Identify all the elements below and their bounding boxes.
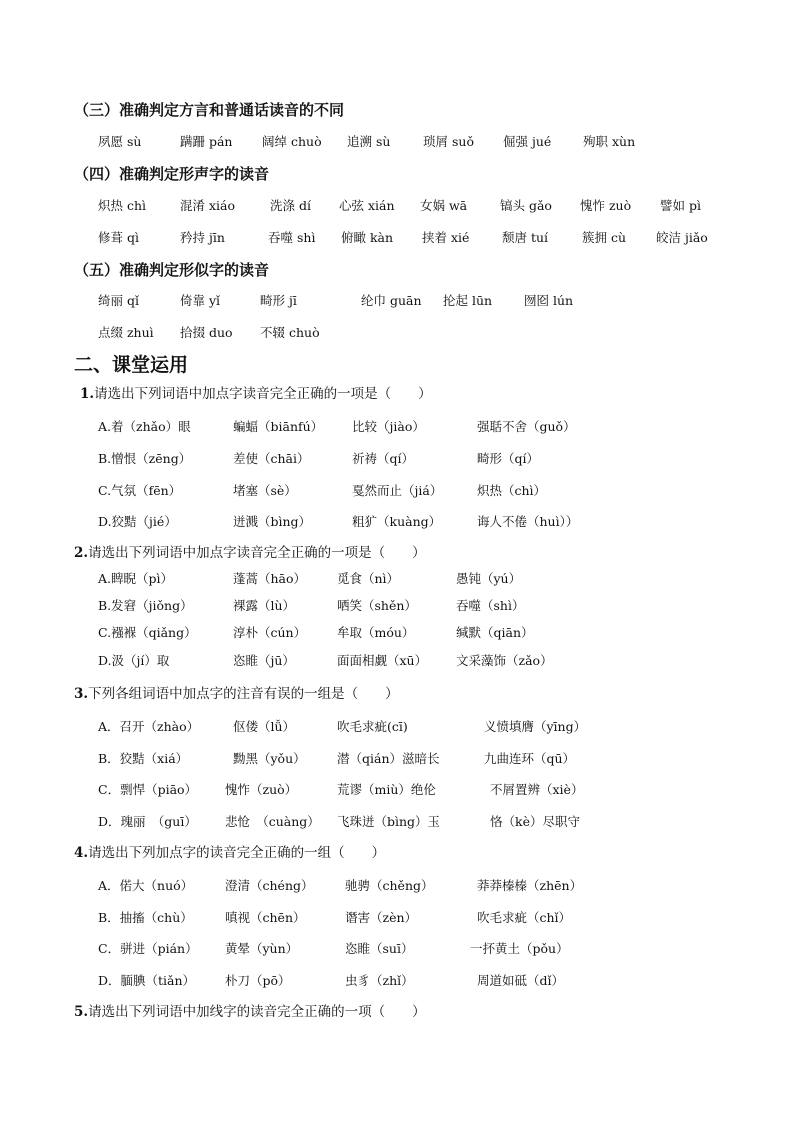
option-word: 莽莽榛榛（zhēn） [477,878,583,893]
option-word: 觅食（nì） [337,571,400,586]
word-item: 琐屑 suǒ [423,134,474,149]
option-word: 蝙蝠（biānfú） [233,419,324,434]
word-item: 颓唐 tuí [502,230,549,245]
word-item: 修葺 qì [98,230,139,245]
option-label: D.狡黠（jié） [98,514,177,529]
option-word: 淳朴（cún） [233,625,307,640]
question-stem: 请选出下列词语中加点字读音完全正确的一项是（ ） [94,386,432,402]
option-word: 炽热（chì） [477,483,547,498]
option-word: 伛偻（lǚ） [233,719,296,734]
option-word: 荒谬（miù）绝伦 [337,782,436,797]
option-word: 粗犷（kuàng） [352,514,442,529]
word-item: 囫囵 lún [524,293,574,308]
option-word: 吹毛求疵（chǐ） [477,910,572,925]
word-item: 追溯 sù [347,134,391,149]
option-label: A．偌大（nuó） [98,878,194,893]
option-label: A.睥睨（pì） [98,571,174,586]
option-word: 愚钝（yú） [456,571,522,586]
option-label: B.发窘（jiǒng） [98,598,193,613]
option-label: D.汲（jí）取 [98,653,170,668]
option-label: C．骈进（pián） [98,941,198,956]
option-word: 不屑置辨（xiè） [490,782,584,797]
option-word: 比较（jiào） [352,419,425,434]
question-4 [74,845,385,862]
option-word: 黝黑（yǒu） [233,751,306,766]
word-item: 殉职 xùn [583,134,636,149]
option-label: C.襁褓（qiǎng） [98,625,197,640]
option-label: A.着（zhǎo）眼 [98,419,191,434]
word-item: 不辍 chuò [260,325,320,340]
option-word: 堵塞（sè） [233,483,297,498]
word-item: 混淆 xiáo [180,198,235,213]
section-heading-3: （三）准确判定方言和普通话读音的不同 [74,101,345,119]
word-item: 畸形 jī [260,293,297,308]
option-word: 面面相觑（xū） [337,653,428,668]
word-item: 点缀 zhuì [98,325,154,340]
word-item: 倚靠 yǐ [180,293,221,308]
question-stem: 请选出下列词语中加线字的读音完全正确的一项（ ） [88,1004,426,1020]
option-word: 澄清（chéng） [225,878,314,893]
option-label: C.气氛（fēn） [98,483,182,498]
option-label: B．抽搐（chù） [98,910,193,925]
option-label: B．狡黠（xiá） [98,751,189,766]
word-item: 簇拥 cù [582,230,627,245]
question-stem: 下列各组词语中加点字的注音有误的一组是（ ） [88,686,399,702]
option-word: 黄晕（yùn） [225,941,299,956]
part-title: 二、课堂运用 [74,354,189,376]
option-word: 愧怍（zuò） [225,782,298,797]
option-word: 潜（qián）滋暗长 [337,751,440,766]
question-3 [74,686,399,703]
option-word: 虫豸（zhǐ） [345,973,414,988]
word-item: 譬如 pì [660,198,701,213]
question-stem: 请选出下列加点字的读音完全正确的一组（ ） [88,845,386,861]
word-item: 倔强 jué [503,134,552,149]
option-word: 蓬蒿（hāo） [233,571,307,586]
question-number: 4. [74,845,89,861]
word-item: 矜持 jīn [180,230,225,245]
word-item: 女娲 wā [420,198,468,213]
option-word: 周道如砥（dǐ） [477,973,564,988]
word-item: 阔绰 chuò [262,134,322,149]
section-heading-4: （四）准确判定形声字的读音 [74,165,270,183]
option-word: 祈祷（qí） [352,451,414,466]
word-item: 蹒跚 pán [180,134,233,149]
option-label: A．召开（zhào） [98,719,200,734]
option-word: 悲怆 （cuàng） [225,814,320,829]
option-label: D．瑰丽 （guī） [98,814,197,829]
question-number: 1. [80,386,95,402]
question-stem: 请选出下列词语中加点字读音完全正确的一项是（ ） [88,545,426,561]
option-label: D．腼腆（tiǎn） [98,973,196,988]
option-word: 畸形（qí） [477,451,539,466]
word-item: 皎洁 jiǎo [656,230,708,245]
option-word: 吹毛求疵(cī) [337,719,408,734]
question-number: 5. [74,1004,89,1020]
option-word: 恣睢（jū） [233,653,295,668]
word-item: 镐头 gǎo [500,198,552,213]
option-word: 驰骋（chěng） [345,878,434,893]
word-item: 心弦 xián [339,198,395,213]
option-word: 一抔黄土（pǒu） [470,941,569,956]
word-item: 绮丽 qǐ [98,293,139,308]
option-word: 恪（kè）尽职守 [490,814,580,829]
option-word: 裸露（lù） [233,598,296,613]
option-word: 哂笑（shěn） [337,598,417,613]
word-item: 挟着 xié [422,230,470,245]
word-item: 抡起 lūn [443,293,493,308]
option-word: 义愤填膺（yīng） [484,719,587,734]
word-item: 炽热 chì [98,198,147,213]
word-item: 洗涤 dí [270,198,311,213]
option-word: 飞珠迸（bìng）玉 [337,814,441,829]
question-5 [74,1004,426,1021]
option-word: 吞噬（shì） [456,598,525,613]
word-item: 吞噬 shì [268,230,316,245]
option-label: B.憎恨（zēng） [98,451,192,466]
option-word: 文采藻饰（zǎo） [456,653,553,668]
option-word: 差使（chāi） [233,451,310,466]
option-word: 强聒不舍（guǒ） [477,419,576,434]
option-word: 牟取（móu） [337,625,415,640]
word-item: 愧怍 zuò [580,198,632,213]
question-2 [74,545,426,562]
option-word: 嗔视（chēn） [225,910,306,925]
option-word: 恣睢（suī） [345,941,414,956]
word-item: 夙愿 sù [98,134,142,149]
question-number: 2. [74,545,89,561]
word-item: 纶巾 guān [361,293,422,308]
option-word: 诲人不倦（huì）） [477,514,579,529]
word-item: 拾掇 duo [180,325,233,340]
option-word: 朴刀（pō） [225,973,291,988]
option-word: 迸溅（bìng） [233,514,312,529]
question-number: 3. [74,686,89,702]
option-word: 戛然而止（jiá） [352,483,443,498]
option-label: C．剽悍（piāo） [98,782,198,797]
option-word: 谮害（zèn） [345,910,418,925]
option-word: 九曲连环（qū） [484,751,576,766]
question-1 [80,386,432,403]
word-item: 俯瞰 kàn [341,230,394,245]
option-word: 缄默（qiān） [456,625,534,640]
section-heading-5: （五）准确判定形似字的读音 [74,261,270,279]
